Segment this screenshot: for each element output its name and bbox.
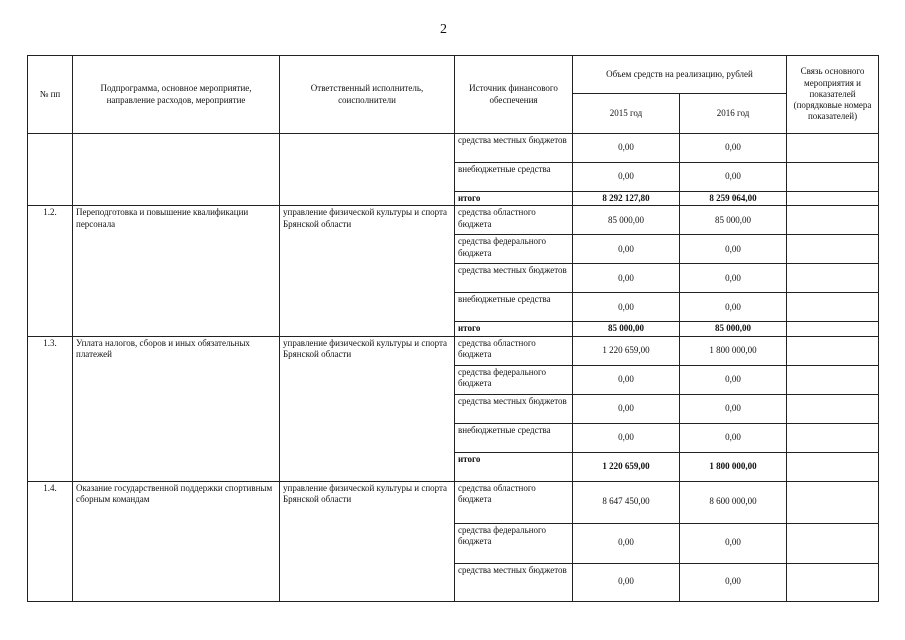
link-cell [787,235,879,264]
value-2016: 8 600 000,00 [680,481,787,523]
value-2016: 0,00 [680,394,787,423]
source-cell: средства местных бюджетов [455,134,573,163]
total-2016: 1 800 000,00 [680,452,787,481]
header-source: Источник финансового обеспечения [455,56,573,134]
value-2016: 0,00 [680,235,787,264]
link-cell [787,192,879,206]
source-cell: средства федерального бюджета [455,235,573,264]
link-cell [787,481,879,523]
value-2015: 0,00 [573,523,680,563]
value-2015: 8 647 450,00 [573,481,680,523]
header-num: № пп [28,56,73,134]
total-label: итого [455,322,573,336]
value-2016: 0,00 [680,293,787,322]
link-cell [787,423,879,452]
link-cell [787,293,879,322]
link-cell [787,134,879,163]
total-2015: 8 292 127,80 [573,192,680,206]
value-2015: 85 000,00 [573,206,680,235]
source-cell: средства местных бюджетов [455,264,573,293]
value-2016: 0,00 [680,365,787,394]
funding-table [27,55,879,602]
carry-num [28,134,73,206]
item-name: Оказание государственной поддержки спортивным сборным командам [73,481,280,601]
value-2015: 0,00 [573,423,680,452]
link-cell [787,206,879,235]
value-2015: 0,00 [573,163,680,192]
item-name: Переподготовка и повышение квалификации персонала [73,206,280,336]
value-2015: 0,00 [573,235,680,264]
link-cell [787,394,879,423]
source-cell: средства федерального бюджета [455,523,573,563]
value-2015: 1 220 659,00 [573,336,680,365]
header-volume: Объем средств на реализацию, рублей [573,56,787,94]
item-name: Уплата налогов, сборов и иных обязательных платежей [73,336,280,481]
source-cell: внебюджетные средства [455,293,573,322]
total-label: итого [455,192,573,206]
source-cell: средства местных бюджетов [455,563,573,601]
total-2016: 85 000,00 [680,322,787,336]
source-cell: средства областного бюджета [455,336,573,365]
source-cell: внебюджетные средства [455,163,573,192]
value-2016: 0,00 [680,264,787,293]
source-cell: средства местных бюджетов [455,394,573,423]
header-2015: 2015 год [573,94,680,134]
header-link: Связь основного мероприятия и показателей (порядковые номера показателей) [787,56,879,134]
value-2015: 0,00 [573,394,680,423]
value-2015: 0,00 [573,134,680,163]
item-num: 1.3. [28,336,73,481]
item-executor: управление физической культуры и спорта Брянской области [280,336,455,481]
carry-executor [280,134,455,206]
item-num: 1.4. [28,481,73,601]
header-executor: Ответственный исполнитель, соисполнители [280,56,455,134]
item-executor: управление физической культуры и спорта Брянской области [280,481,455,601]
link-cell [787,264,879,293]
link-cell [787,336,879,365]
value-2015: 0,00 [573,365,680,394]
item-executor: управление физической культуры и спорта Брянской области [280,206,455,336]
link-cell [787,322,879,336]
source-cell: внебюджетные средства [455,423,573,452]
source-cell: средства областного бюджета [455,481,573,523]
header-program: Подпрограмма, основное мероприятие, направление расходов, мероприятие [73,56,280,134]
link-cell [787,523,879,563]
value-2016: 0,00 [680,423,787,452]
value-2016: 0,00 [680,163,787,192]
carry-name [73,134,280,206]
value-2016: 0,00 [680,563,787,601]
source-cell: средства федерального бюджета [455,365,573,394]
value-2016: 85 000,00 [680,206,787,235]
item-num: 1.2. [28,206,73,336]
total-2015: 85 000,00 [573,322,680,336]
total-2016: 8 259 064,00 [680,192,787,206]
value-2016: 0,00 [680,134,787,163]
value-2016: 0,00 [680,523,787,563]
total-label: итого [455,452,573,481]
source-cell: средства областного бюджета [455,206,573,235]
total-2015: 1 220 659,00 [573,452,680,481]
value-2016: 1 800 000,00 [680,336,787,365]
value-2015: 0,00 [573,264,680,293]
page-number: 2 [440,22,447,37]
link-cell [787,452,879,481]
value-2015: 0,00 [573,563,680,601]
link-cell [787,365,879,394]
link-cell [787,163,879,192]
link-cell [787,563,879,601]
header-2016: 2016 год [680,94,787,134]
value-2015: 0,00 [573,293,680,322]
